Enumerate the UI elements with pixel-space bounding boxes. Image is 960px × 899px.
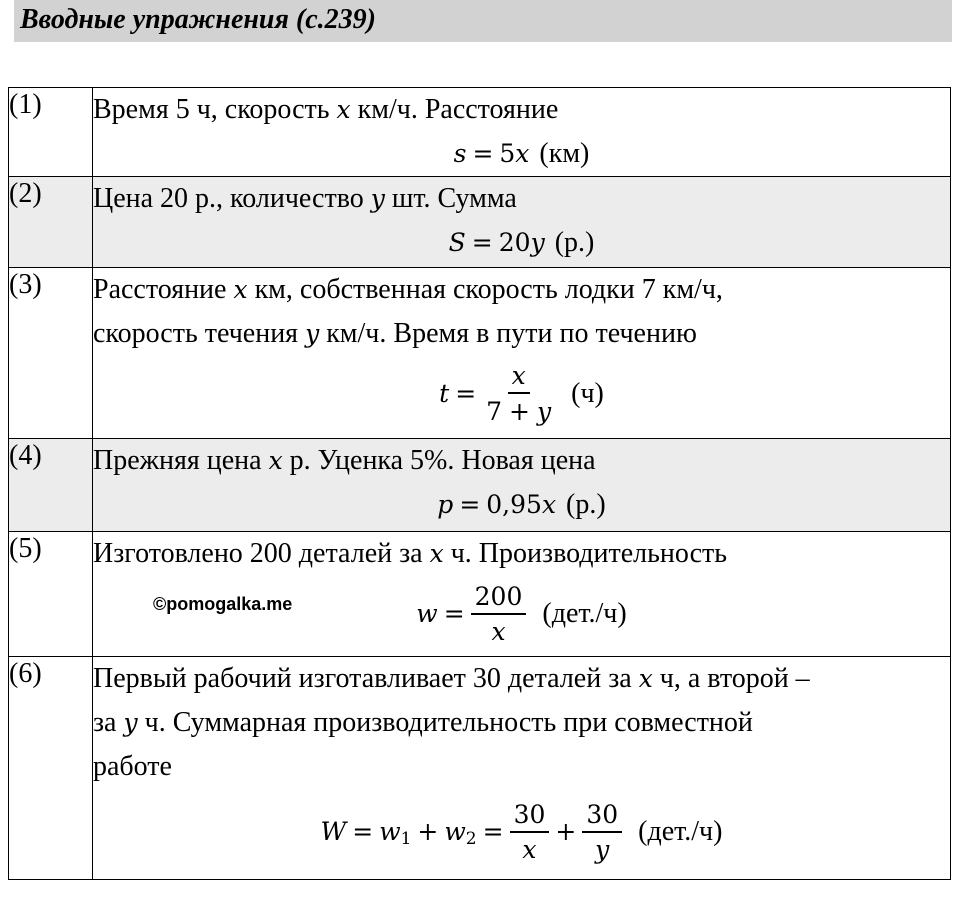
table-row <box>9 88 951 177</box>
row-number: (3) <box>9 268 93 439</box>
problem-text: Изготовлено 200 деталей за x ч. Производительность <box>93 538 728 569</box>
row-content <box>93 439 951 532</box>
table-row <box>9 439 951 532</box>
page-title: Вводные упражнения (с.239) <box>20 4 376 35</box>
fraction: $\frac{x}{7 + y}$ <box>486 360 552 426</box>
row-number: (2) <box>9 177 93 268</box>
formula: W = w 1 + w 2 = $\frac{30}{x}$ + $\frac{30}{y}$ (дет./ч) <box>320 800 723 864</box>
table-row <box>9 268 951 439</box>
row-number: (4) <box>9 439 93 532</box>
row-content <box>93 657 951 880</box>
row-content <box>93 177 951 268</box>
table-row <box>9 177 951 268</box>
problem-text: скорость течения y км/ч. Время в пути по течению <box>93 318 697 349</box>
problem-text: Время 5 ч, скорость x км/ч. Расстояние <box>93 94 559 125</box>
problem-text: Расстояние x км, собственная скорость лодки 7 км/ч, <box>93 274 723 305</box>
formula: p = 0,95 x (р.) <box>437 489 606 520</box>
table-row <box>9 532 951 657</box>
fraction: $\frac{30}{x}$ <box>510 802 550 862</box>
fraction: $\frac{30}{y}$ <box>582 802 622 862</box>
formula: S = 20 y (р.) <box>448 227 595 258</box>
row-number: (5) <box>9 532 93 657</box>
problem-text: Цена 20 р., количество y шт. Сумма <box>93 183 517 214</box>
row-content <box>93 268 951 439</box>
formula: s = 5 x (км) <box>453 138 590 169</box>
header-bar <box>14 0 952 42</box>
problem-text: работе <box>93 751 172 782</box>
exercises-table <box>8 87 951 880</box>
row-content <box>93 532 951 657</box>
watermark: ©pomogalka.me <box>153 594 293 614</box>
table-row <box>9 657 951 880</box>
formula: t = $\frac{x}{7 + y}$ (ч) <box>439 360 604 426</box>
problem-text: Первый рабочий изготавливает 30 деталей за x ч, а второй – <box>93 663 810 694</box>
row-number: (6) <box>9 657 93 880</box>
fraction: $\frac{200}{x}$ <box>471 584 527 644</box>
row-number: (1) <box>9 88 93 177</box>
problem-text: Прежняя цена x р. Уценка 5%. Новая цена <box>93 445 596 476</box>
formula: w = $\frac{200}{x}$ (дет./ч) <box>416 582 627 646</box>
row-content <box>93 88 951 177</box>
problem-text: за y ч. Суммарная производительность при совместной <box>93 707 753 738</box>
